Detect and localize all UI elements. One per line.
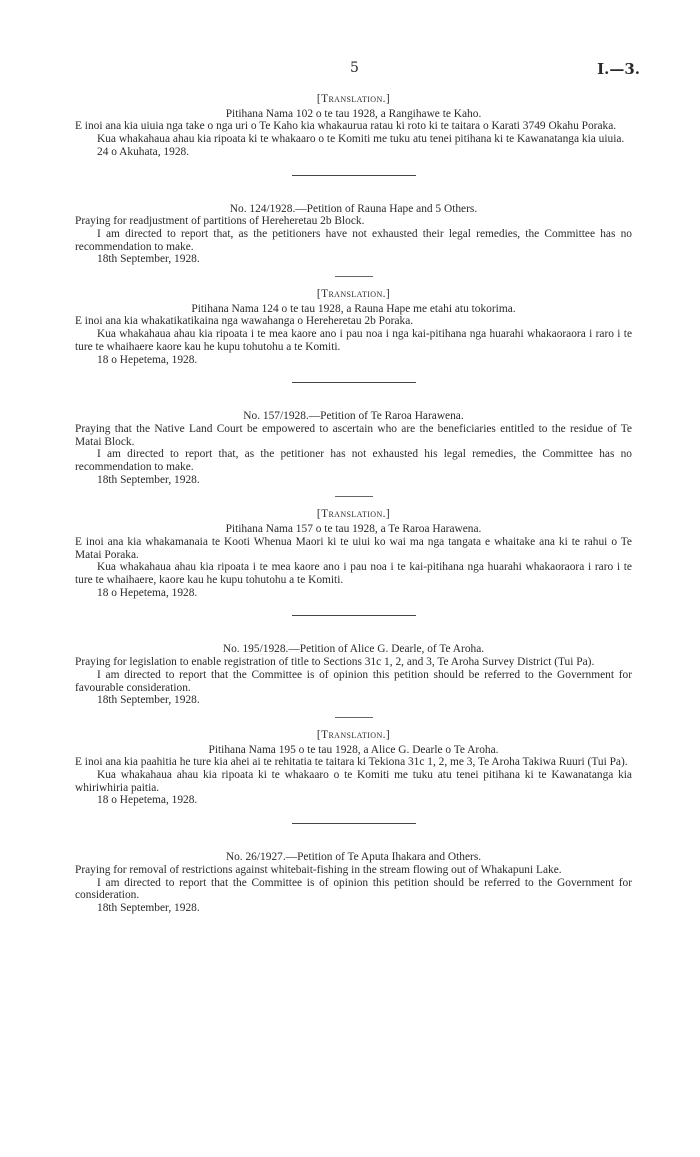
petition-title: No. 195/1928.—Petition of Alice G. Dearle, of Te Aroha. xyxy=(222,643,485,656)
report-date: 18th September, 1928. xyxy=(97,694,200,707)
petition-section xyxy=(75,203,632,267)
report-date: 24 o Akuhata, 1928. xyxy=(97,145,190,158)
petition-title: Pitihana Nama 157 o te tau 1928, a Te Raroa Harawena. xyxy=(225,523,482,536)
petition-report: I am directed to report that the Committee is of opinion this petition should be referred to the Government for favourable consideration. xyxy=(75,668,632,694)
page-header xyxy=(0,60,700,80)
report-date: 18th September, 1928. xyxy=(97,901,200,914)
petition-report: Kua whakahaua ahau kia ripoata ki te whakaaro o te Komiti me tuku atu tenei pitihana ki te Kawanatanga kia whiriwhiria paitia. xyxy=(75,769,632,794)
petition-report: I am directed to report that, as the petitioner has not exhausted his legal remedies, the Committee has no recommendation to make. xyxy=(75,448,632,474)
petition-section xyxy=(75,643,632,707)
petition-section xyxy=(75,508,632,599)
translation-label: [Translation.] xyxy=(316,288,391,301)
translation-label: [Translation.] xyxy=(316,93,391,105)
report-date: 18 o Hepetema, 1928. xyxy=(97,353,198,366)
section-divider xyxy=(292,823,416,824)
translation-label: [Translation.] xyxy=(316,728,391,741)
report-date: 18 o Hepetema, 1928. xyxy=(97,794,198,807)
paper-reference: I.—3. xyxy=(597,60,640,78)
section-divider xyxy=(292,175,416,176)
petition-prayer: Praying that the Native Land Court be empowered to ascertain who are the beneficiaries entitled to the residue of Te Matai Block. xyxy=(75,422,632,448)
translation-divider xyxy=(335,276,373,277)
petition-prayer: Praying for readjustment of partitions of Hereheretau 2b Block. xyxy=(75,215,365,228)
petition-title: No. 124/1928.—Petition of Rauna Hape and 5 Others. xyxy=(229,202,478,215)
petition-title: Pitihana Nama 195 o te tau 1928, a Alice G. Dearle o Te Aroha. xyxy=(208,743,499,756)
petition-section xyxy=(75,851,632,915)
page-number: 5 xyxy=(350,60,359,76)
translation-label: [Translation.] xyxy=(316,508,391,521)
petition-prayer: E inoi ana kia uiuia nga take o nga uri o Te Kaho kia whakaurua ratau ki roto ki te taitara o Karati 3749 Okahu Poraka. xyxy=(75,120,617,133)
translation-divider xyxy=(335,717,373,718)
petition-report: Kua whakahaua ahau kia ripoata ki te whakaaro o te Komiti me tuku atu tenei pitihana ki te Kawanatanga kia uiuia. xyxy=(97,133,625,146)
section-divider xyxy=(292,382,416,383)
petition-report: Kua whakahaua ahau kia ripoata i te mea kaore ano i pau noa i nga kai-pitihana nga huarahi whakaoraora i raro i te ture te whaihaere kaore kau he kupu tohutohu a te Komiti. xyxy=(75,328,632,353)
petition-prayer: Praying for legislation to enable registration of title to Sections 31c 1, 2, and 3, Te Aroha Survey District (Tui Pa). xyxy=(75,656,595,669)
petition-report: I am directed to report that the Committee is of opinion this petition should be referred to the Government for consideration. xyxy=(75,876,632,902)
report-date: 18th September, 1928. xyxy=(97,473,200,486)
petition-report: I am directed to report that, as the petitioners have not exhausted their legal remedies, the Committee has no recommendation to make. xyxy=(75,227,632,253)
petition-section xyxy=(75,410,632,486)
petition-prayer: E inoi ana kia paahitia he ture kia ahei ai te rehitatia te taitara ki Tekiona 31c 1, 2, me 3, Te Aroha Takiwa Ruuri (Tui Pa). xyxy=(75,756,628,769)
report-date: 18 o Hepetema, 1928. xyxy=(97,586,198,599)
section-divider xyxy=(292,615,416,616)
petition-title: No. 157/1928.—Petition of Te Raroa Harawena. xyxy=(243,410,464,423)
petition-prayer: E inoi ana kia whakamanaia te Kooti Whenua Maori ki te uiui ko wai ma nga tangata e whaitake ana ki te rahui o Te Matai Poraka. xyxy=(75,535,632,561)
petition-report: Kua whakahaua ahau kia ripoata i te mea kaore ano i pau noa i te kai-pitihana nga huarahi whakaoraora i raro i te ture te whaihaere, kaore kau he kupu tohutohu a te Komiti. xyxy=(75,561,632,586)
petition-title: No. 26/1927.—Petition of Te Aputa Ihakara and Others. xyxy=(225,851,482,864)
petition-prayer: E inoi ana kia whakatikatikaina nga wawahanga o Hereheretau 2b Poraka. xyxy=(75,315,414,328)
petition-title: Pitihana Nama 102 o te tau 1928, a Rangihawe te Kaho. xyxy=(225,107,482,120)
petition-section xyxy=(75,93,632,159)
document-body xyxy=(75,93,632,915)
report-date: 18th September, 1928. xyxy=(97,253,200,266)
petition-section xyxy=(75,729,632,807)
petition-prayer: Praying for removal of restrictions against whitebait-fishing in the stream flowing out of Whakapuni Lake. xyxy=(75,863,562,876)
petition-section xyxy=(75,288,632,366)
translation-divider xyxy=(335,496,373,497)
petition-title: Pitihana Nama 124 o te tau 1928, a Rauna Hape me etahi atu tokorima. xyxy=(191,302,516,315)
